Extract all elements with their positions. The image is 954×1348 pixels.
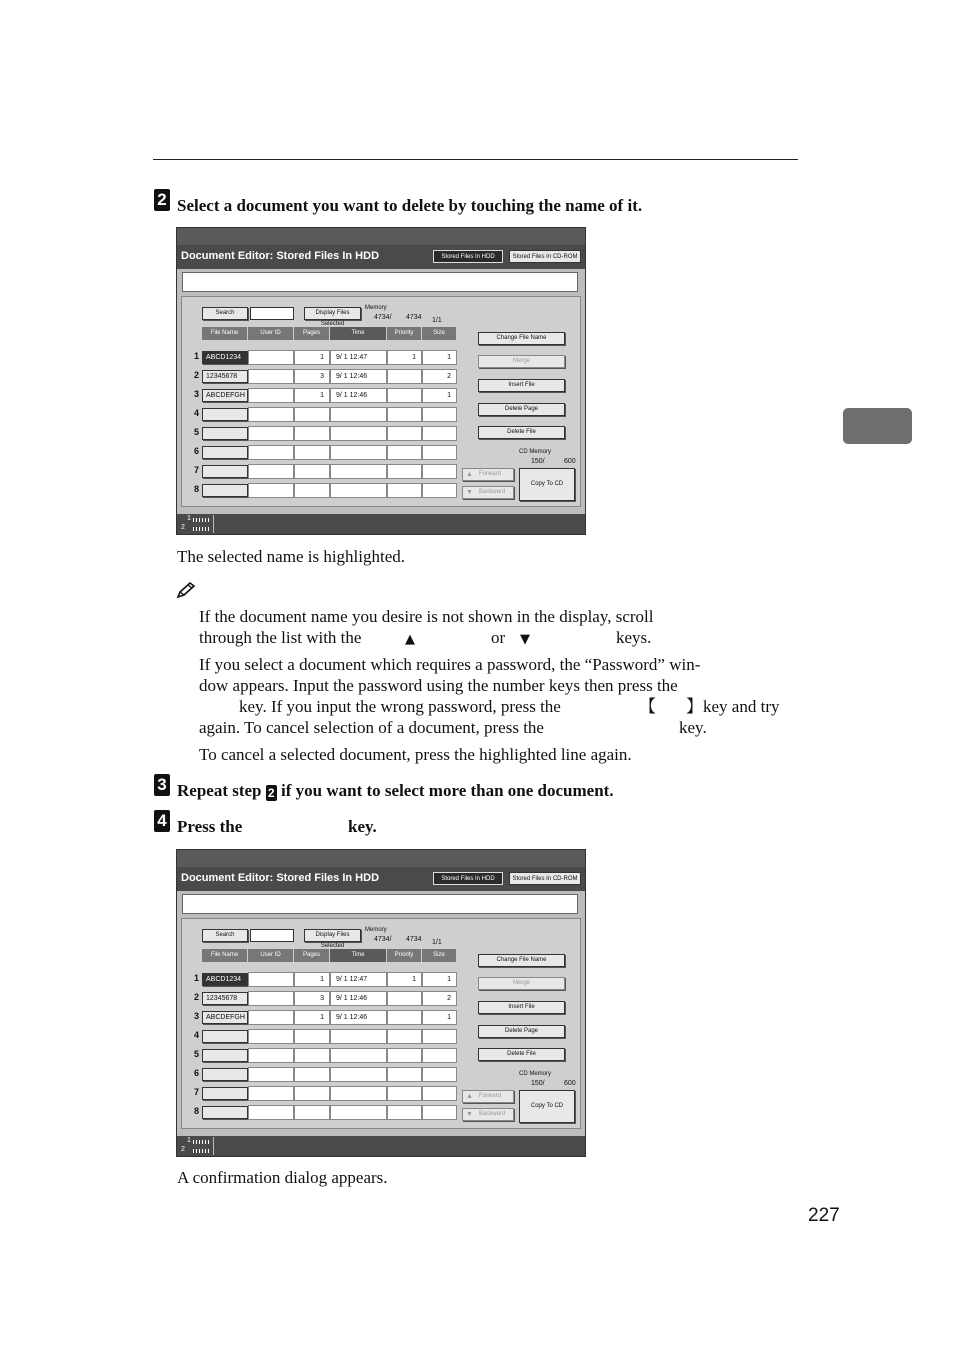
table-cell[interactable] <box>294 464 330 479</box>
table-cell[interactable] <box>330 464 387 479</box>
column-header[interactable]: User ID <box>248 327 294 340</box>
file-name-button[interactable]: 12345678 <box>202 992 248 1005</box>
step-number: 3 <box>154 774 170 796</box>
table-cell[interactable]: 1 <box>422 388 457 403</box>
copy-to-cd-button[interactable]: Copy To CD <box>519 468 575 501</box>
cd-memory-value: 150/ <box>531 458 545 465</box>
step-number: 4 <box>154 810 170 832</box>
table-cell[interactable]: 1 <box>294 388 330 403</box>
note-text: key. If you input the wrong password, press the <box>239 697 561 716</box>
table-cell[interactable]: 2 <box>422 369 457 384</box>
row-number: 3 <box>194 389 200 399</box>
file-name-button[interactable] <box>202 408 248 421</box>
table-cell[interactable] <box>330 1067 387 1082</box>
table-cell[interactable] <box>422 407 457 422</box>
row-number: 1 <box>194 973 200 983</box>
note-text: keys. <box>616 628 652 647</box>
step-ref: 2 <box>266 785 277 801</box>
table-cell[interactable] <box>422 1086 457 1101</box>
memory-value: 4734/ <box>374 936 392 943</box>
table-cell[interactable]: 1 <box>422 972 457 987</box>
header-rule <box>153 159 798 160</box>
file-name-button[interactable] <box>202 427 248 440</box>
file-name-button[interactable] <box>202 446 248 459</box>
note-line: dow appears. Input the password using the number keys then press the <box>199 676 678 695</box>
status-indicator-icon <box>193 1140 211 1144</box>
table-cell[interactable] <box>387 445 422 460</box>
status-num: 1 <box>187 1137 191 1144</box>
memory-label: Memory <box>365 927 387 933</box>
note-text: 】 <box>686 697 703 716</box>
table-cell[interactable] <box>248 1086 294 1101</box>
pencil-icon <box>176 581 196 599</box>
search-field[interactable] <box>250 929 294 942</box>
delete-page-button[interactable]: Delete Page <box>478 403 565 416</box>
table-cell[interactable] <box>422 426 457 441</box>
row-number: 8 <box>194 484 200 494</box>
screen-top-bar <box>177 228 585 245</box>
column-header[interactable]: Size <box>422 949 457 962</box>
step-text: key. <box>348 817 377 836</box>
table-cell[interactable] <box>294 483 330 498</box>
table-cell[interactable] <box>422 1029 457 1044</box>
display-selected-button[interactable]: Display Files Selected <box>304 929 361 942</box>
table-cell[interactable] <box>330 407 387 422</box>
backward-label: Backward <box>479 1111 506 1117</box>
row-number: 5 <box>194 1049 200 1059</box>
column-header[interactable]: Size <box>422 327 457 340</box>
step-text-part: if you want to select more than one document. <box>276 781 614 800</box>
note-text: key. <box>679 718 707 737</box>
table-cell[interactable] <box>387 1010 422 1025</box>
row-number: 2 <box>194 370 200 380</box>
table-cell[interactable]: 1 <box>387 972 422 987</box>
table-cell[interactable] <box>330 1105 387 1120</box>
table-cell[interactable] <box>248 407 294 422</box>
table-cell[interactable] <box>294 1086 330 1101</box>
note-paragraph-password <box>199 654 798 738</box>
page-indicator: 1/1 <box>432 317 442 324</box>
table-cell[interactable] <box>387 1086 422 1101</box>
screen-title: Document Editor: Stored Files In HDD <box>181 250 380 262</box>
table-cell[interactable] <box>294 407 330 422</box>
note-text: through the list with the <box>199 628 362 647</box>
file-name-button[interactable] <box>202 1068 248 1081</box>
note-line <box>199 717 798 738</box>
table-cell[interactable] <box>387 991 422 1006</box>
table-cell[interactable] <box>294 1029 330 1044</box>
note-text: or <box>491 628 506 647</box>
step-text: Press the <box>177 817 243 836</box>
table-cell[interactable]: 3 <box>294 991 330 1006</box>
status-num: 2 <box>181 1146 185 1153</box>
row-number: 4 <box>194 408 200 418</box>
table-cell[interactable] <box>248 483 294 498</box>
table-cell[interactable] <box>294 426 330 441</box>
table-cell[interactable]: 9/ 1 12:46 <box>330 1010 387 1025</box>
table-cell[interactable]: 1 <box>422 350 457 365</box>
table-cell[interactable] <box>330 1086 387 1101</box>
table-cell[interactable] <box>422 483 457 498</box>
table-cell[interactable] <box>248 464 294 479</box>
tab-stored-hdd[interactable]: Stored Files In HDD <box>433 872 503 885</box>
change-name-button[interactable]: Change File Name <box>478 332 565 345</box>
cd-memory-total: 600 <box>564 458 576 465</box>
table-cell[interactable]: 9/ 1 12:46 <box>330 991 387 1006</box>
note-text: 【 <box>639 697 656 716</box>
delete-file-button[interactable]: Delete File <box>478 426 565 439</box>
merge-button[interactable]: Merge <box>478 977 565 990</box>
file-name-button[interactable] <box>202 1087 248 1100</box>
status-bar <box>177 1136 585 1156</box>
row-number: 2 <box>194 992 200 1002</box>
chapter-tab-marker <box>843 408 912 444</box>
forward-button[interactable] <box>462 1090 514 1103</box>
backward-button[interactable] <box>462 486 514 499</box>
column-header[interactable]: Time <box>330 327 387 340</box>
tab-stored-cd[interactable]: Stored Files In CD-ROM <box>509 250 581 263</box>
document-editor-screenshot <box>176 849 586 1157</box>
table-cell[interactable] <box>422 464 457 479</box>
search-button[interactable]: Search <box>202 929 248 942</box>
column-header[interactable]: File Name <box>202 327 248 340</box>
table-cell[interactable] <box>387 407 422 422</box>
file-name-button[interactable]: ABCDEFGH <box>202 389 248 402</box>
table-cell[interactable]: 9/ 1 12:46 <box>330 388 387 403</box>
forward-button[interactable] <box>462 468 514 481</box>
table-cell[interactable]: 9/ 1 12:47 <box>330 972 387 987</box>
column-header[interactable]: Time <box>330 949 387 962</box>
backward-label: Backward <box>479 489 506 495</box>
table-cell[interactable] <box>248 426 294 441</box>
table-cell[interactable] <box>387 483 422 498</box>
cd-memory-label: CD Memory <box>519 449 552 455</box>
table-cell[interactable] <box>422 445 457 460</box>
page-indicator: 1/1 <box>432 939 442 946</box>
table-cell[interactable] <box>248 1067 294 1082</box>
file-name-button[interactable] <box>202 1049 248 1062</box>
table-cell[interactable] <box>294 1048 330 1063</box>
message-area <box>182 894 578 914</box>
down-triangle-icon: ▼ <box>466 1111 473 1118</box>
note-paragraph-cancel: To cancel a selected document, press the highlighted line again. <box>199 745 632 764</box>
table-cell[interactable]: 9/ 1 12:46 <box>330 369 387 384</box>
down-triangle-icon: ▼ <box>466 489 473 496</box>
table-cell[interactable] <box>248 350 294 365</box>
table-cell[interactable] <box>387 1105 422 1120</box>
file-name-button[interactable]: ABCD1234 <box>202 973 248 986</box>
table-cell[interactable] <box>248 388 294 403</box>
table-cell[interactable] <box>422 1105 457 1120</box>
note-line <box>199 696 798 717</box>
table-cell[interactable] <box>330 1048 387 1063</box>
table-cell[interactable] <box>422 1067 457 1082</box>
step-text: Select a document you want to delete by touching the name of it. <box>177 196 643 215</box>
table-cell[interactable] <box>248 445 294 460</box>
copy-to-cd-button[interactable]: Copy To CD <box>519 1090 575 1123</box>
note-line: If the document name you desire is not shown in the display, scroll <box>199 607 654 626</box>
row-number: 8 <box>194 1106 200 1116</box>
status-indicator-icon <box>193 527 211 531</box>
cd-memory-label: CD Memory <box>519 1071 552 1077</box>
step-text <box>177 781 614 801</box>
table-cell[interactable]: 1 <box>294 1010 330 1025</box>
row-number: 3 <box>194 1011 200 1021</box>
file-name-button[interactable]: 12345678 <box>202 370 248 383</box>
display-selected-button[interactable]: Display Files Selected <box>304 307 361 320</box>
row-number: 7 <box>194 465 200 475</box>
note-line: If you select a document which requires a password, the “Password” win- <box>199 655 701 674</box>
table-cell[interactable]: 2 <box>422 991 457 1006</box>
table-cell[interactable] <box>387 1029 422 1044</box>
table-cell[interactable] <box>248 991 294 1006</box>
file-name-button[interactable]: ABCD1234 <box>202 351 248 364</box>
file-name-button[interactable] <box>202 1030 248 1043</box>
table-cell[interactable]: 1 <box>422 1010 457 1025</box>
cd-memory-value: 150/ <box>531 1080 545 1087</box>
table-cell[interactable] <box>387 1067 422 1082</box>
column-header[interactable]: File Name <box>202 949 248 962</box>
table-cell[interactable] <box>294 445 330 460</box>
table-cell[interactable]: 9/ 1 12:47 <box>330 350 387 365</box>
column-header[interactable]: Pages <box>294 327 330 340</box>
screen-top-bar <box>177 850 585 867</box>
status-num: 1 <box>187 515 191 522</box>
row-number: 6 <box>194 1068 200 1078</box>
row-number: 7 <box>194 1087 200 1097</box>
table-cell[interactable] <box>422 1048 457 1063</box>
file-name-button[interactable] <box>202 484 248 497</box>
up-triangle-icon: ▲ <box>466 471 473 478</box>
forward-label: Forward <box>479 1093 502 1099</box>
status-indicator-icon <box>193 518 211 522</box>
memory-value: 4734/ <box>374 314 392 321</box>
change-name-button[interactable]: Change File Name <box>478 954 565 967</box>
table-cell[interactable] <box>294 1105 330 1120</box>
caption: A confirmation dialog appears. <box>177 1168 388 1187</box>
note-paragraph-scroll <box>199 606 798 648</box>
table-cell[interactable] <box>248 369 294 384</box>
note-line <box>199 627 798 648</box>
memory-total: 4734 <box>406 314 422 321</box>
status-icons <box>181 1137 214 1155</box>
tab-stored-hdd[interactable]: Stored Files In HDD <box>433 250 503 263</box>
down-arrow-icon: ▼ <box>520 632 530 647</box>
note-text: again. To cancel selection of a document, press the <box>199 718 544 737</box>
table-cell[interactable] <box>387 388 422 403</box>
cd-memory-total: 600 <box>564 1080 576 1087</box>
step-text-part: Repeat step <box>177 781 266 800</box>
search-field[interactable] <box>250 307 294 320</box>
page-number: 227 <box>808 1205 840 1226</box>
screen-title: Document Editor: Stored Files In HDD <box>181 872 380 884</box>
table-cell[interactable] <box>387 369 422 384</box>
delete-file-button[interactable]: Delete File <box>478 1048 565 1061</box>
status-indicator-icon <box>193 1149 211 1153</box>
file-name-button[interactable] <box>202 465 248 478</box>
search-button[interactable]: Search <box>202 307 248 320</box>
table-cell[interactable] <box>294 1067 330 1082</box>
table-cell[interactable]: 1 <box>294 350 330 365</box>
up-arrow-icon: ▲ <box>405 632 415 647</box>
step-number: 2 <box>154 189 170 211</box>
up-triangle-icon: ▲ <box>466 1093 473 1100</box>
document-editor-screenshot <box>176 227 586 535</box>
status-num: 2 <box>181 524 185 531</box>
table-cell[interactable] <box>248 972 294 987</box>
table-cell[interactable]: 1 <box>294 972 330 987</box>
memory-label: Memory <box>365 305 387 311</box>
memory-total: 4734 <box>406 936 422 943</box>
backward-button[interactable] <box>462 1108 514 1121</box>
table-cell[interactable]: 3 <box>294 369 330 384</box>
column-header[interactable]: User ID <box>248 949 294 962</box>
insert-file-button[interactable]: Insert File <box>478 379 565 392</box>
row-number: 1 <box>194 351 200 361</box>
tab-stored-cd[interactable]: Stored Files In CD-ROM <box>509 872 581 885</box>
merge-button[interactable]: Merge <box>478 355 565 368</box>
caption: The selected name is highlighted. <box>177 547 406 566</box>
table-cell[interactable] <box>248 1105 294 1120</box>
table-cell[interactable] <box>387 464 422 479</box>
column-header[interactable]: Pages <box>294 949 330 962</box>
note-text: key and try <box>703 697 780 716</box>
table-cell[interactable] <box>330 426 387 441</box>
table-cell[interactable] <box>248 1010 294 1025</box>
column-header[interactable]: Priority <box>387 327 422 340</box>
row-number: 4 <box>194 1030 200 1040</box>
table-cell[interactable] <box>248 1029 294 1044</box>
table-cell[interactable]: 1 <box>387 350 422 365</box>
row-number: 5 <box>194 427 200 437</box>
status-icons <box>181 515 214 533</box>
table-cell[interactable] <box>387 426 422 441</box>
table-cell[interactable] <box>387 1048 422 1063</box>
message-area <box>182 272 578 292</box>
row-number: 6 <box>194 446 200 456</box>
insert-file-button[interactable]: Insert File <box>478 1001 565 1014</box>
column-header[interactable]: Priority <box>387 949 422 962</box>
delete-page-button[interactable]: Delete Page <box>478 1025 565 1038</box>
table-cell[interactable] <box>330 1029 387 1044</box>
table-cell[interactable] <box>330 445 387 460</box>
table-cell[interactable] <box>248 1048 294 1063</box>
forward-label: Forward <box>479 471 502 477</box>
file-name-button[interactable]: ABCDEFGH <box>202 1011 248 1024</box>
status-bar <box>177 514 585 534</box>
file-name-button[interactable] <box>202 1106 248 1119</box>
table-cell[interactable] <box>330 483 387 498</box>
